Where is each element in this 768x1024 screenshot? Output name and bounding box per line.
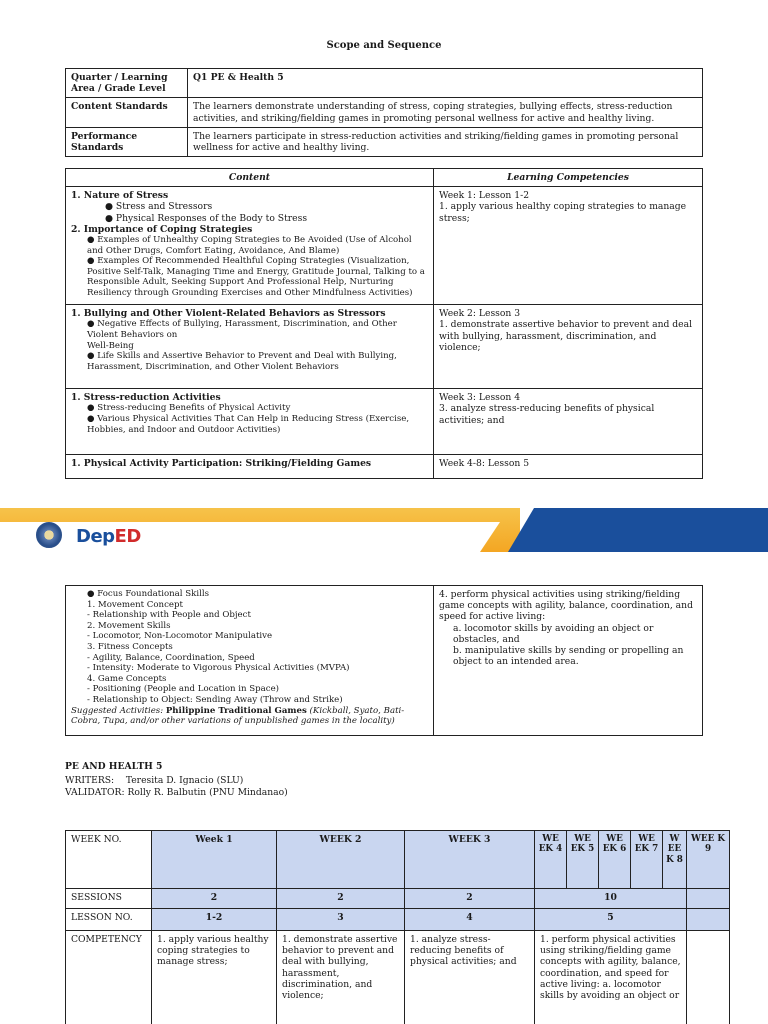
week-header: WE EK 7 xyxy=(631,831,663,889)
table-row xyxy=(66,127,703,156)
content-table-continued xyxy=(65,585,703,736)
content-line: - Agility, Balance, Coordination, Speed xyxy=(87,652,255,663)
content-line: - Relationship to Object: Sending Away (Throw and Strike) xyxy=(87,694,343,705)
week-lesson: Week 3: Lesson 4 xyxy=(439,392,521,404)
content-cell xyxy=(66,389,434,455)
competency-text: 4. perform physical activities using striking/fielding game concepts with agility, balance, coordination, and speed for active living: xyxy=(439,589,693,623)
table-row xyxy=(66,305,703,389)
scope-table xyxy=(65,68,703,157)
competency-value: 1. perform physical activities using striking/fielding game concepts with agility, balance, coordination, and speed for active living: a. locomotor skills by avoiding an object or xyxy=(535,931,687,1024)
content-line: ● Focus Foundational Skills xyxy=(87,589,210,599)
lesson-value: 3 xyxy=(277,909,405,931)
week-header: WE EK 5 xyxy=(567,831,599,889)
table-row xyxy=(66,931,730,1024)
table-row xyxy=(66,455,703,479)
week-lesson: Week 4-8: Lesson 5 xyxy=(439,458,530,470)
content-line: ● Examples of Unhealthy Coping Strategies to Be Avoided (Use of Alcohol and Other Drugs, Comfort Eating, Avoidance, And Blame) xyxy=(87,235,412,256)
lesson-value: 1-2 xyxy=(152,909,277,931)
competency-text: 3. analyze stress-reducing benefits of physical activities; and xyxy=(439,403,655,426)
week-header: WEEK 2 xyxy=(277,831,405,889)
week-no-label: WEEK NO. xyxy=(66,831,152,889)
lesson-empty xyxy=(687,909,730,931)
content-standards-value: The learners demonstrate understanding of stress, coping strategies, bullying effects, stress-reduction activities, and striking/fielding games in promoting personal wellness for active and healthy living. xyxy=(188,98,703,127)
content-line: 1. Bullying and Other Violent-Related Behaviors as Stressors xyxy=(71,308,386,320)
weekly-plan-table xyxy=(65,830,730,1024)
content-line: 4. Game Concepts xyxy=(87,673,167,684)
table-row xyxy=(66,98,703,127)
competency-cell xyxy=(434,305,703,389)
sessions-value: 2 xyxy=(277,889,405,909)
quarter-label: Quarter / Learning Area / Grade Level xyxy=(66,69,188,98)
table-row xyxy=(66,389,703,455)
table-header-row xyxy=(66,169,703,187)
content-line: 1. Nature of Stress xyxy=(71,190,169,202)
table-row xyxy=(66,909,730,931)
suggested-label: Suggested Activities: xyxy=(71,705,166,716)
sessions-value: 2 xyxy=(152,889,277,909)
validator-label: VALIDATOR: xyxy=(65,787,125,798)
content-line: 1. Stress-reduction Activities xyxy=(71,392,221,404)
competency-sub-a: a. locomotor skills by avoiding an object or obstacles, and xyxy=(453,622,654,645)
competency-text: 1. demonstrate assertive behavior to prevent and deal with bullying, harassment, discrimination, and violence; xyxy=(439,319,693,353)
banner-blue-stripe xyxy=(508,508,768,552)
suggested-rest: (Kickball, Syato, Bati-Cobra, Tupa, and/or other variations of unpublished games in the locality) xyxy=(71,705,405,727)
lesson-value: 4 xyxy=(405,909,535,931)
sessions-value: 2 xyxy=(405,889,535,909)
content-cell xyxy=(66,305,434,389)
competency-cell xyxy=(434,187,703,305)
week-header: WE EK 6 xyxy=(599,831,631,889)
sessions-label: SESSIONS xyxy=(66,889,152,909)
content-line: - Relationship with People and Object xyxy=(87,610,251,621)
content-line: ● Life Skills and Assertive Behavior to Prevent and Deal with Bullying, Harassment, Discrimination, and Other Violent Behaviors xyxy=(87,351,397,372)
week-lesson: Week 2: Lesson 3 xyxy=(439,308,521,320)
content-line: ● Physical Responses of the Body to Stress xyxy=(105,212,308,224)
competency-value: 1. apply various healthy coping strategies to manage stress; xyxy=(152,931,277,1024)
writers-label: WRITERS: xyxy=(65,775,115,786)
week-lesson: Week 1: Lesson 1-2 xyxy=(439,190,530,202)
content-cell xyxy=(66,586,434,736)
validator-value: Rolly R. Balbutin (PNU Mindanao) xyxy=(127,787,288,798)
performance-standards-label: Performance Standards xyxy=(66,127,188,156)
deped-banner xyxy=(0,508,768,552)
content-line: 2. Importance of Coping Strategies xyxy=(71,223,253,235)
suggested-activities xyxy=(71,706,428,727)
week-header: W EE K 8 xyxy=(663,831,687,889)
competency-cell xyxy=(434,389,703,455)
writers-line xyxy=(65,775,288,787)
competencies-column-header: Learning Competencies xyxy=(434,169,703,187)
week-header: WEEK 3 xyxy=(405,831,535,889)
table-row xyxy=(66,831,730,889)
week-header: Week 1 xyxy=(152,831,277,889)
deped-seal-icon xyxy=(36,522,62,548)
content-table xyxy=(65,168,703,479)
table-row xyxy=(66,586,703,736)
lesson-label: LESSON NO. xyxy=(66,909,152,931)
banner-white-band xyxy=(0,522,500,552)
content-line: - Positioning (People and Location in Space) xyxy=(87,684,280,695)
competency-value: 1. analyze stress-reducing benefits of physical activities; and xyxy=(405,931,535,1024)
competency-label: COMPETENCY xyxy=(66,931,152,1024)
week-header: WEE K 9 xyxy=(687,831,730,889)
content-line: - Intensity: Moderate to Vigorous Physical Activities (MVPA) xyxy=(87,663,350,674)
content-line: - Locomotor, Non-Locomotor Manipulative xyxy=(87,631,273,642)
content-line: ● Stress and Stressors xyxy=(105,201,213,213)
content-line: ● Negative Effects of Bullying, Harassment, Discrimination, and Other Violent Behaviors on xyxy=(87,319,397,340)
table-row xyxy=(66,889,730,909)
performance-standards-value: The learners participate in stress-reduction activities and striking/fielding games in promoting personal wellness for active and healthy living. xyxy=(188,127,703,156)
credits xyxy=(65,761,288,799)
table-row xyxy=(66,187,703,305)
content-line: ● Examples Of Recommended Healthful Coping Strategies (Visualization, Positive Self-Talk, Managing Time and Energy, Gratitude Journal, Talking to a Responsible Adult, Seeking Support And Professional Help, Nurturing Resiliency through Grounding Exercises and Other Mindfulness Activities) xyxy=(87,256,425,298)
content-line: ● Stress-reducing Benefits of Physical Activity xyxy=(87,403,291,414)
competency-text: 1. apply various healthy coping strategies to manage stress; xyxy=(439,201,687,224)
content-line: 1. Movement Concept xyxy=(87,599,183,610)
content-line: 1. Physical Activity Participation: Striking/Fielding Games xyxy=(71,458,372,470)
validator-line xyxy=(65,787,288,799)
content-cell xyxy=(66,455,434,479)
content-line: 3. Fitness Concepts xyxy=(87,641,173,652)
page-title: Scope and Sequence xyxy=(326,40,442,51)
lesson-value: 5 xyxy=(535,909,687,931)
content-line: Well-Being xyxy=(87,340,134,351)
content-cell xyxy=(66,187,434,305)
content-line: 2. Movement Skills xyxy=(87,620,171,631)
content-column-header: Content xyxy=(66,169,434,187)
competency-cell xyxy=(434,455,703,479)
quarter-value: Q1 PE & Health 5 xyxy=(188,69,703,98)
suggested-bold: Philippine Traditional Games xyxy=(165,705,307,716)
deped-logo: DepED xyxy=(76,526,141,547)
credits-heading: PE AND HEALTH 5 xyxy=(65,761,163,772)
content-standards-label: Content Standards xyxy=(66,98,188,127)
table-row xyxy=(66,69,703,98)
competency-cell xyxy=(434,586,703,736)
writers-value: Teresita D. Ignacio (SLU) xyxy=(125,775,244,786)
competency-empty xyxy=(687,931,730,1024)
competency-value: 1. demonstrate assertive behavior to prevent and deal with bullying, harassment, discrimination, and violence; xyxy=(277,931,405,1024)
competency-sub-b: b. manipulative skills by sending or propelling an object to an intended area. xyxy=(453,645,684,668)
sessions-value: 10 xyxy=(535,889,687,909)
sessions-empty xyxy=(687,889,730,909)
content-line: ● Various Physical Activities That Can Help in Reducing Stress (Exercise, Hobbies, and Indoor and Outdoor Activities) xyxy=(87,414,410,435)
week-header: WE EK 4 xyxy=(535,831,567,889)
